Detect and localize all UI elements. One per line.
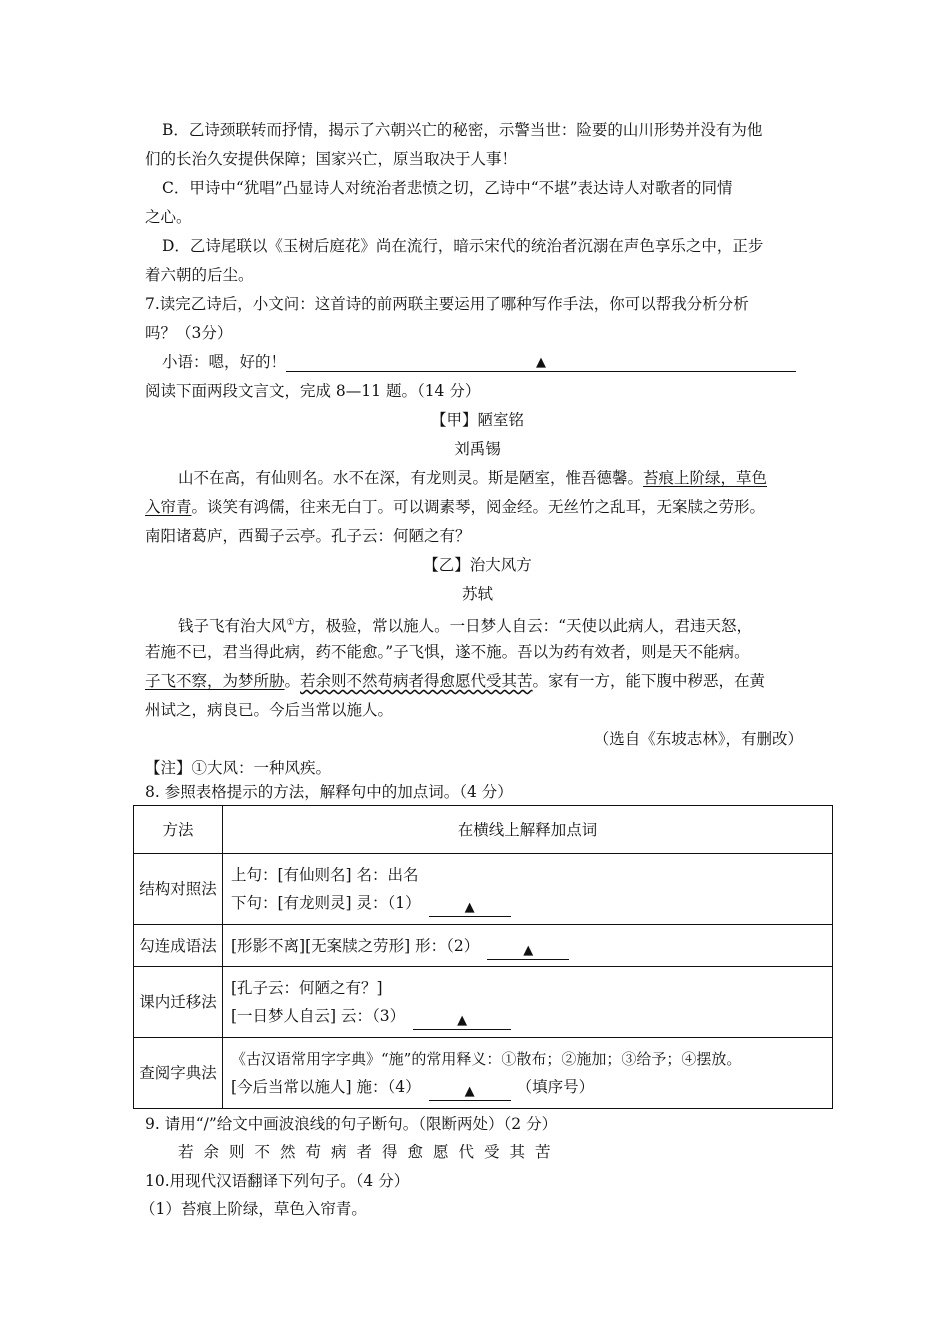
table-row <box>134 1038 833 1109</box>
header-explain: 在横线上解释加点词 <box>223 806 833 854</box>
footnote-mark: ① <box>286 618 295 628</box>
passage-text: 。家有一方，能下腹中秽恶，在黄 <box>532 672 766 690</box>
cell-line: [孔子云：何陋之有？] <box>231 979 383 997</box>
q9-prompt: 9. 请用“/”给文中画波浪线的句子断句。（限断两处）（2 分） <box>145 1115 558 1133</box>
explain-cell <box>223 1038 833 1109</box>
answer-blank-2[interactable] <box>487 943 569 960</box>
cell-text: 下句：[有龙则灵] 灵：（1） <box>231 894 421 912</box>
cell-line: 上句：[有仙则名] 名：出名 <box>231 866 419 884</box>
cell-line <box>231 1073 824 1101</box>
passage-yi-line2: 若施不已，君当得此病，药不能愈。”子飞惧，遂不施。吾以为药有效者，则是天不能病。 <box>145 643 750 661</box>
q7-answer-line <box>162 352 812 372</box>
table-row <box>134 967 833 1038</box>
q10-item1: （1）苔痕上阶绿，草色入帘青。 <box>140 1200 367 1218</box>
table-header-row <box>134 806 833 854</box>
header-method: 方法 <box>134 806 223 854</box>
method-cell: 课内迁移法 <box>134 967 223 1038</box>
method-cell: 查阅字典法 <box>134 1038 223 1109</box>
table-row <box>134 854 833 925</box>
reading-intro: 阅读下面两段文言文，完成 8—11 题。（14 分） <box>145 382 481 400</box>
passage-text: 钱子飞有治大风 <box>178 617 287 636</box>
cell-text: [一日梦人自云] 云：（3） <box>231 1007 406 1025</box>
q7-prompt-line1: 7.读完乙诗后，小文问：这首诗的前两联主要运用了哪种写作手法，你可以帮我分析分析 <box>145 295 749 313</box>
q8-prompt: 8. 参照表格提示的方法，解释句中的加点词。（4 分） <box>145 783 513 801</box>
passage-jia-title: 【甲】陋室铭 <box>430 411 524 429</box>
cell-line <box>231 889 824 917</box>
passage-jia-line2 <box>145 497 810 517</box>
passage-text: 。谈笑有鸿儒，往来无白丁。可以调素琴，阅金经。无丝竹之乱耳，无案牍之劳形。 <box>191 498 766 516</box>
explain-cell <box>223 967 833 1038</box>
answer-blank-3[interactable] <box>413 1013 511 1030</box>
triangle-icon: ▲ <box>464 900 475 915</box>
q7-answer-prefix: 小语：嗯，好的！ <box>162 353 287 371</box>
table-row <box>134 925 833 967</box>
triangle-icon: ▲ <box>464 1084 475 1099</box>
passage-yi-line3 <box>145 671 810 691</box>
underlined-sentence: 入帘青 <box>145 498 192 516</box>
explain-cell <box>223 854 833 925</box>
passage-jia-author: 刘禹锡 <box>454 440 501 458</box>
cell-text: （填序号） <box>516 1078 595 1096</box>
cell-text: [形影不离][无案牍之劳形] 形：（2） <box>231 936 480 955</box>
underlined-sentence: 苔痕上阶绿，草色 <box>643 469 768 487</box>
answer-blank-4[interactable] <box>429 1084 511 1101</box>
q6-option-b-line1: B．乙诗颈联转而抒情，揭示了六朝兴亡的秘密，示警当世：险要的山川形势并没有为他 <box>162 121 763 139</box>
wavy-underlined-sentence: 若余则不然苟病者得愈愿代受其苦 <box>300 672 533 690</box>
q6-option-d-line2: 着六朝的后尘。 <box>145 266 254 284</box>
underlined-sentence: 子飞不察，为梦所胁 <box>145 672 285 690</box>
passage-source: （选自《东坡志林》，有删改） <box>593 730 803 748</box>
q6-option-c-line2: 之心。 <box>145 208 192 226</box>
q9-sentence[interactable] <box>178 1142 843 1162</box>
cell-line <box>231 1002 824 1030</box>
q6-option-c-line1: C．甲诗中“犹唱”凸显诗人对统治者悲愤之切，乙诗中“不堪”表达诗人对歌者的同情 <box>162 179 733 197</box>
passage-text: 。 <box>284 672 301 690</box>
explain-cell <box>223 925 833 967</box>
passage-jia-line1 <box>178 468 843 488</box>
cell-line: 《古汉语常用字字典》“施”的常用释义：①散布；②施加；③给予；④摆放。 <box>231 1050 742 1068</box>
q9-sentence-text: 若余则不然苟病者得愈愿代受其苦 <box>178 1143 561 1161</box>
triangle-icon: ▲ <box>523 942 534 958</box>
cell-text: [今后当常以施人] 施：（4） <box>231 1078 421 1096</box>
triangle-icon: ▲ <box>536 355 547 370</box>
passage-note: 【注】①大风：一种风疾。 <box>145 759 332 777</box>
answer-blank-1[interactable] <box>429 900 511 917</box>
q6-option-b-line2: 们的长治久安提供保障；国家兴亡，原当取决于人事！ <box>145 150 518 168</box>
passage-text: 山不在高，有仙则名。水不在深，有龙则灵。斯是陋室，惟吾德馨。 <box>178 469 644 487</box>
passage-yi-title: 【乙】治大风方 <box>423 556 532 574</box>
passage-yi-line4: 州试之，病良已。今后当常以施人。 <box>145 701 394 719</box>
passage-jia-line3: 南阳诸葛庐，西蜀子云亭。孔子云：何陋之有？ <box>145 527 471 545</box>
q10-prompt: 10.用现代汉语翻译下列句子。（4 分） <box>145 1172 410 1190</box>
triangle-icon: ▲ <box>457 1013 468 1028</box>
q7-answer-blank[interactable] <box>286 355 796 372</box>
method-cell: 结构对照法 <box>134 854 223 925</box>
passage-yi-line1 <box>178 613 843 636</box>
passage-yi-author: 苏轼 <box>461 585 493 603</box>
q8-table <box>133 805 833 1109</box>
q6-option-d-line1: D．乙诗尾联以《玉树后庭花》尚在流行，暗示宋代的统治者沉溺在声色享乐之中，正步 <box>162 237 764 255</box>
method-cell: 勾连成语法 <box>134 925 223 967</box>
q7-prompt-line2: 吗？（3分） <box>145 324 233 342</box>
passage-text: 方，极验，常以施人。一日梦人自云：“天使以此病人，君违天怒， <box>294 617 753 636</box>
